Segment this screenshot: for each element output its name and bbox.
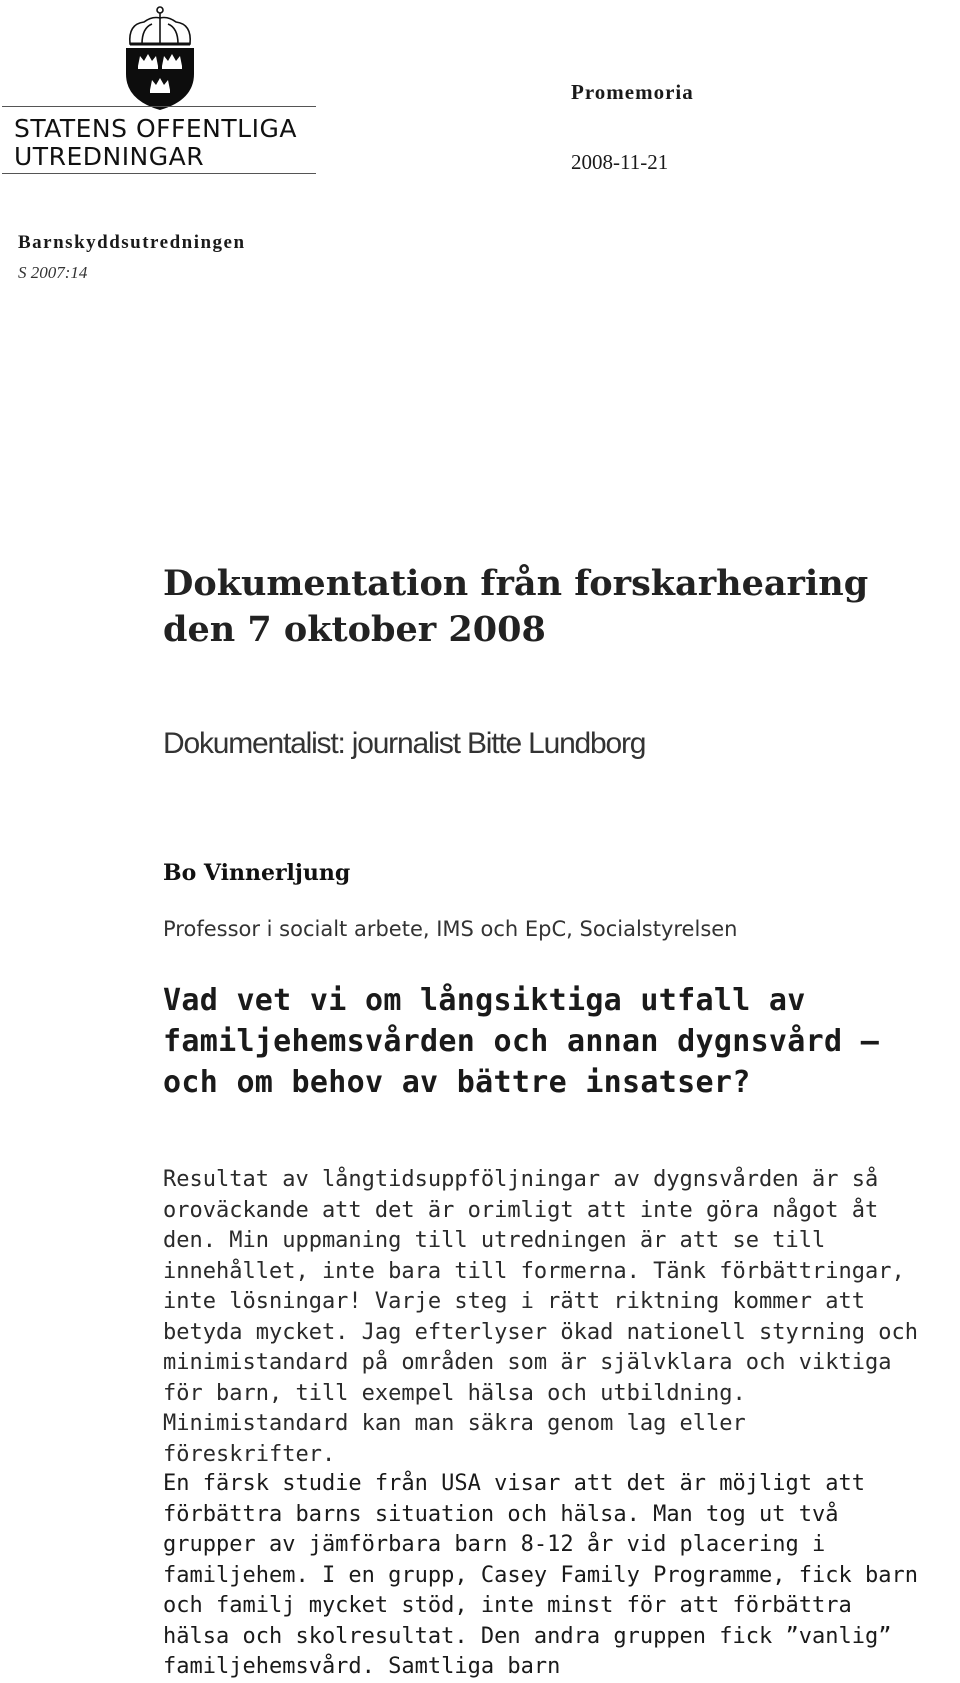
document-type: Promemoria — [571, 80, 694, 104]
logo-text-line1: STATENS OFFENTLIGA — [14, 114, 297, 143]
body-paragraph-2: En färsk studie från USA visar att det är möjligt att förbättra barns situation och hälsa. Man tog ut två grupper av jämförbara barn 8-12 år vid placering i familjehem. I en grupp, Casey Family Programme, fick barn och familj mycket stöd, inte minst för att förbättra hälsa och skolresultat. Den andra gruppen fick ”vanlig” familjehemsvård. Samtliga barn — [163, 1471, 918, 1679]
documentalist-line: Dokumentalist: journalist Bitte Lundborg — [163, 727, 646, 760]
sou-logo — [0, 0, 320, 180]
logo-divider-bottom — [2, 173, 316, 174]
speaker-name: Bo Vinnerljung — [163, 860, 351, 886]
logo-divider-top — [2, 106, 316, 107]
three-crowns-crest-icon — [120, 4, 200, 114]
logo-text-line2: UTREDNINGAR — [14, 142, 205, 171]
speaker-role: Professor i socialt arbete, IMS och EpC, Socialstyrelsen — [163, 917, 738, 941]
talk-title: Vad vet vi om långsiktiga utfall av familjehemsvården och annan dygnsvård – och om behov av bättre insatser? — [163, 983, 880, 1100]
document-date: 2008-11-21 — [571, 150, 669, 174]
organization-name: Barnskyddsutredningen — [18, 232, 246, 253]
organization-code: S 2007:14 — [18, 263, 88, 282]
body-paragraph-1: Resultat av långtidsuppföljningar av dygnsvården är så oroväckande att det är orimligt att inte göra något åt den. Min uppmaning till utredningen är att se till innehållet, inte bara till formerna. Tänk förbättringar, inte lösningar! Varje steg i rätt riktning kommer att betyda mycket. Jag efterlyser ökad nationell styrning och minimistandard på områden som är självklara och viktiga för barn, till exempel hälsa och utbildning. Minimistandard kan man säkra genom lag eller föreskrifter. — [163, 1167, 918, 1467]
document-title: Dokumentation från forskarhearing den 7 oktober 2008 — [163, 563, 869, 650]
